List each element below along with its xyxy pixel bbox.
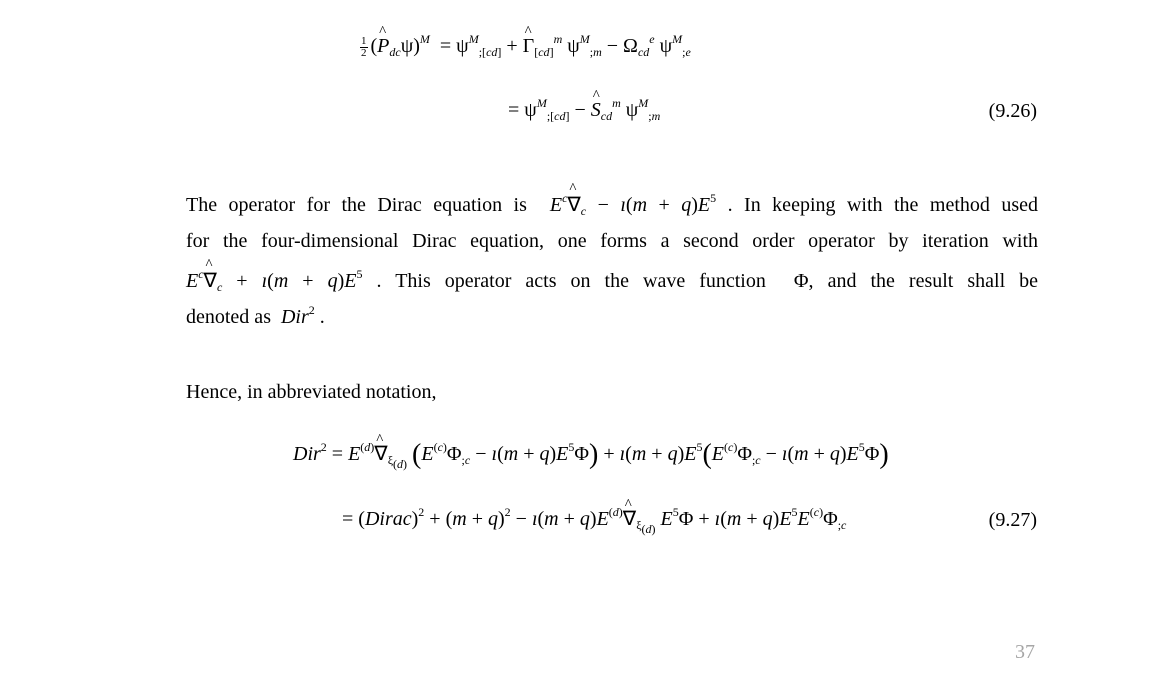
fraction-one-half: $\frac{1}{2}$ xyxy=(361,35,367,59)
inline-math-iteration-operator: $E^c\^{}$ $\nabla_c$ + ı(m + $q)E^5$ xyxy=(186,270,363,292)
paragraph-dirac-operator xyxy=(186,192,1038,332)
inline-math-dirac-operator: $E^c\^{}$ $\nabla_c$ − ı(m + $q)E^5$ xyxy=(538,194,716,216)
paragraph-abbreviated-notation: Hence, in abbreviated notation, xyxy=(186,381,437,403)
paragraph-1-line-4-b: . xyxy=(319,306,325,328)
equation-9-26-line-1: $\frac{1}{2}$ (^ $P_{dc}\psi)^M = \psi^M_{;[cd]}$ + ^ $\Gamma_{[cd]}^m$ $\psi^M_{;m} - \Omega_{cd}^e$ $\psi^M_{;e}$ xyxy=(360,36,691,59)
paragraph-1-line-3-b: , and the result shall be xyxy=(808,270,1039,292)
inline-math-dir-squared: Dir$^2$ xyxy=(280,303,315,328)
paragraph-1-line-1-a: The operator for the Dirac equation is xyxy=(186,194,527,216)
equation-9-27-line-1: $Dir^2 = E^{(d)}\^{}$ $\nabla_{\xi_{(d)}}$ ($E^{(c)}\Phi_{;c}$ − ı(m + $q)E^5\Phi$) + ı(m + $q)E^5(E^{(c)}\Phi_{;c}$ − ı(m + $q)E^5\Phi$) xyxy=(293,441,889,469)
page-number: 37 xyxy=(1015,641,1035,663)
paragraph-1-line-4-a: denoted as xyxy=(186,306,271,328)
equation-9-26-line-2: = $\psi^M_{;[cd]}$ − ^ $S_{cd}^m$ $\psi^M_{;m}$ xyxy=(508,100,660,120)
paragraph-1-line-2: for the four-dimensional Dirac equation, one forms a second order operator by iteration with xyxy=(186,230,1038,252)
inline-math-phi: Φ xyxy=(779,270,809,292)
equation-9-27-line-2: = (Dirac)$^2$ + $(m + q)^2$ − ı(m + $q)E^{(d)}\^{}$ $\nabla_{\xi_{(d)}}$ $E^5\Phi$ + ı(m + $q)E^5E^{(c)}\Phi_{;c}$ xyxy=(342,509,846,529)
equation-number-9-26: (9.26) xyxy=(988,100,1037,122)
paragraph-1-line-3-a: . This operator acts on the wave function xyxy=(376,270,766,292)
equation-number-9-27: (9.27) xyxy=(988,509,1037,531)
paragraph-1-line-1-b: . In keeping with the method used xyxy=(727,194,1039,216)
